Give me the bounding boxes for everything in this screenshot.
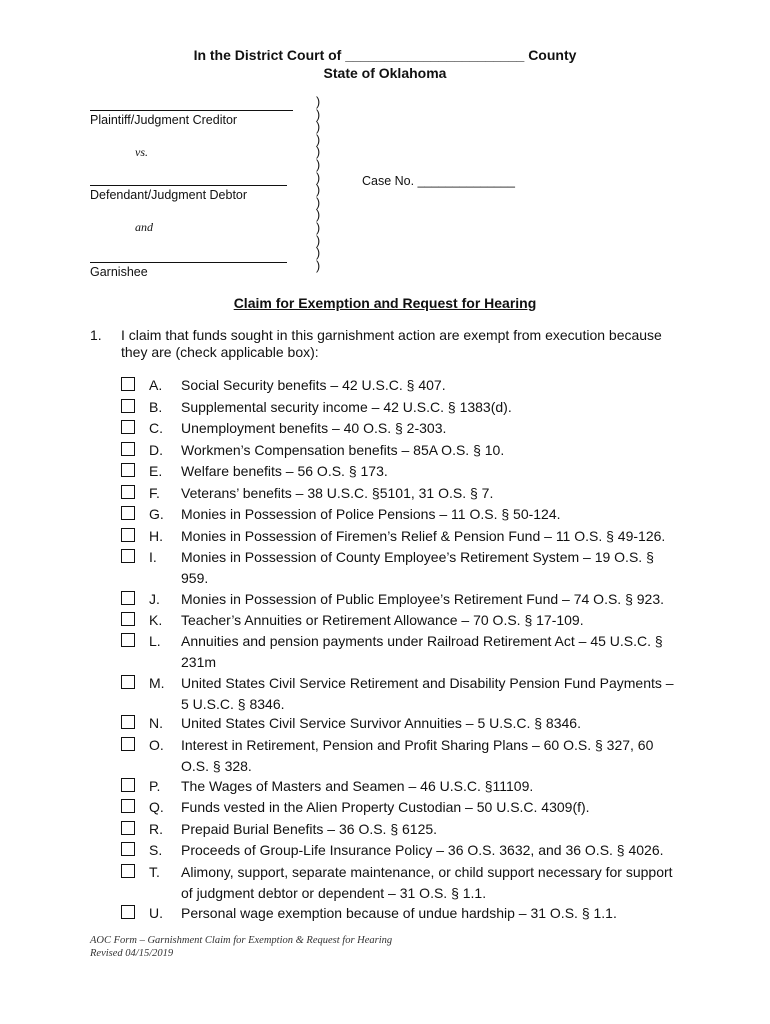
versus-text: vs. [135,145,148,159]
footer-revision-date: Revised 04/15/2019 [90,948,174,959]
item-text: Teacher’s Annuities or Retirement Allowance – 70 O.S. § 17-109. [181,612,584,628]
checkbox[interactable] [121,675,135,689]
checkbox[interactable] [121,715,135,729]
item-text: Veterans’ benefits – 38 U.S.C. §5101, 31 O.S. § 7. [181,485,494,501]
checkbox[interactable] [121,528,135,542]
item-text: Alimony, support, separate maintenance, or child support necessary for support of judgment debtor or dependent – 31 O.S. § 1.1. [181,864,673,901]
item-letter: R. [149,821,163,837]
checkbox[interactable] [121,905,135,919]
item-letter: T. [149,864,160,880]
checkbox[interactable] [121,591,135,605]
item-letter: N. [149,715,163,731]
item-text: Monies in Possession of County Employee’s Retirement System – 19 O.S. § 959. [181,549,654,586]
item-letter: F. [149,485,160,501]
item-letter: G. [149,506,164,522]
item-letter: S. [149,842,163,858]
item-text: United States Civil Service Survivor Annuities – 5 U.S.C. § 8346. [181,715,581,731]
item-letter: H. [149,528,163,544]
section-number: 1. [90,327,102,343]
item-text: Monies in Possession of Police Pensions – 11 O.S. § 50-124. [181,506,561,522]
footer-form-name: AOC Form – Garnishment Claim for Exemption & Request for Hearing [90,935,393,946]
checkbox[interactable] [121,778,135,792]
checkbox[interactable] [121,442,135,456]
checkbox[interactable] [121,612,135,626]
item-text: United States Civil Service Retirement and Disability Pension Fund Payments – 5 U.S.C. § 8346. [181,675,674,712]
item-letter: J. [149,591,160,607]
item-letter: Q. [149,799,164,815]
plaintiff-label: Plaintiff/Judgment Creditor [90,113,238,127]
state-heading: State of Oklahoma [323,65,447,81]
checkbox[interactable] [121,842,135,856]
case-number-field[interactable]: Case No. ______________ [362,174,515,188]
item-text: Prepaid Burial Benefits – 36 O.S. § 6125. [181,821,438,837]
item-letter: D. [149,442,163,458]
item-letter: M. [149,675,165,691]
defendant-signature-line[interactable] [90,185,287,186]
item-letter: L. [149,633,161,649]
checkbox[interactable] [121,549,135,563]
item-letter: E. [149,463,163,479]
item-text: Proceeds of Group-Life Insurance Policy – 36 O.S. 3632, and 36 O.S. § 4026. [181,842,664,858]
checkbox[interactable] [121,377,135,391]
item-text: The Wages of Masters and Seamen – 46 U.S.C. §11109. [181,778,534,794]
item-text: Welfare benefits – 56 O.S. § 173. [181,463,388,479]
item-letter: P. [149,778,161,794]
checkbox[interactable] [121,420,135,434]
item-text: Supplemental security income – 42 U.S.C. § 1383(d). [181,399,512,415]
checkbox[interactable] [121,463,135,477]
item-letter: O. [149,737,164,753]
item-letter: B. [149,399,163,415]
item-letter: I. [149,549,157,565]
item-text: Workmen’s Compensation benefits – 85A O.S. § 10. [181,442,505,458]
checkbox[interactable] [121,799,135,813]
item-letter: U. [149,905,163,921]
form-title: Claim for Exemption and Request for Hearing [233,295,537,311]
item-text: Interest in Retirement, Pension and Profit Sharing Plans – 60 O.S. § 327, 60 O.S. § 328. [181,737,654,774]
item-text: Funds vested in the Alien Property Custodian – 50 U.S.C. 4309(f). [181,799,590,815]
garnishee-signature-line[interactable] [90,262,287,263]
defendant-label: Defendant/Judgment Debtor [90,188,248,202]
checkbox[interactable] [121,821,135,835]
item-text: Unemployment benefits – 40 O.S. § 2-303. [181,420,447,436]
item-letter: A. [149,377,163,393]
checkbox[interactable] [121,737,135,751]
section-intro-text: I claim that funds sought in this garnishment action are exempt from execution because they are (check applicable box): [121,327,662,360]
item-text: Monies in Possession of Public Employee’s Retirement Fund – 74 O.S. § 923. [181,591,664,607]
caption-parentheses: ) ) ) ) ) ) ) ) ) ) ) ) ) ) [316,95,321,273]
checkbox[interactable] [121,633,135,647]
and-text: and [135,220,153,234]
garnishee-label: Garnishee [90,265,148,279]
court-heading: In the District Court of _______________________ County [193,47,577,63]
item-letter: K. [149,612,163,628]
checkbox[interactable] [121,864,135,878]
item-text: Annuities and pension payments under Railroad Retirement Act – 45 U.S.C. § 231m [181,633,663,670]
item-text: Monies in Possession of Firemen’s Relief & Pension Fund – 11 O.S. § 49-126. [181,528,666,544]
checkbox[interactable] [121,485,135,499]
checkbox[interactable] [121,506,135,520]
plaintiff-signature-line[interactable] [90,110,293,111]
item-text: Personal wage exemption because of undue hardship – 31 O.S. § 1.1. [181,905,617,921]
checkbox[interactable] [121,399,135,413]
item-text: Social Security benefits – 42 U.S.C. § 407. [181,377,446,393]
item-letter: C. [149,420,163,436]
